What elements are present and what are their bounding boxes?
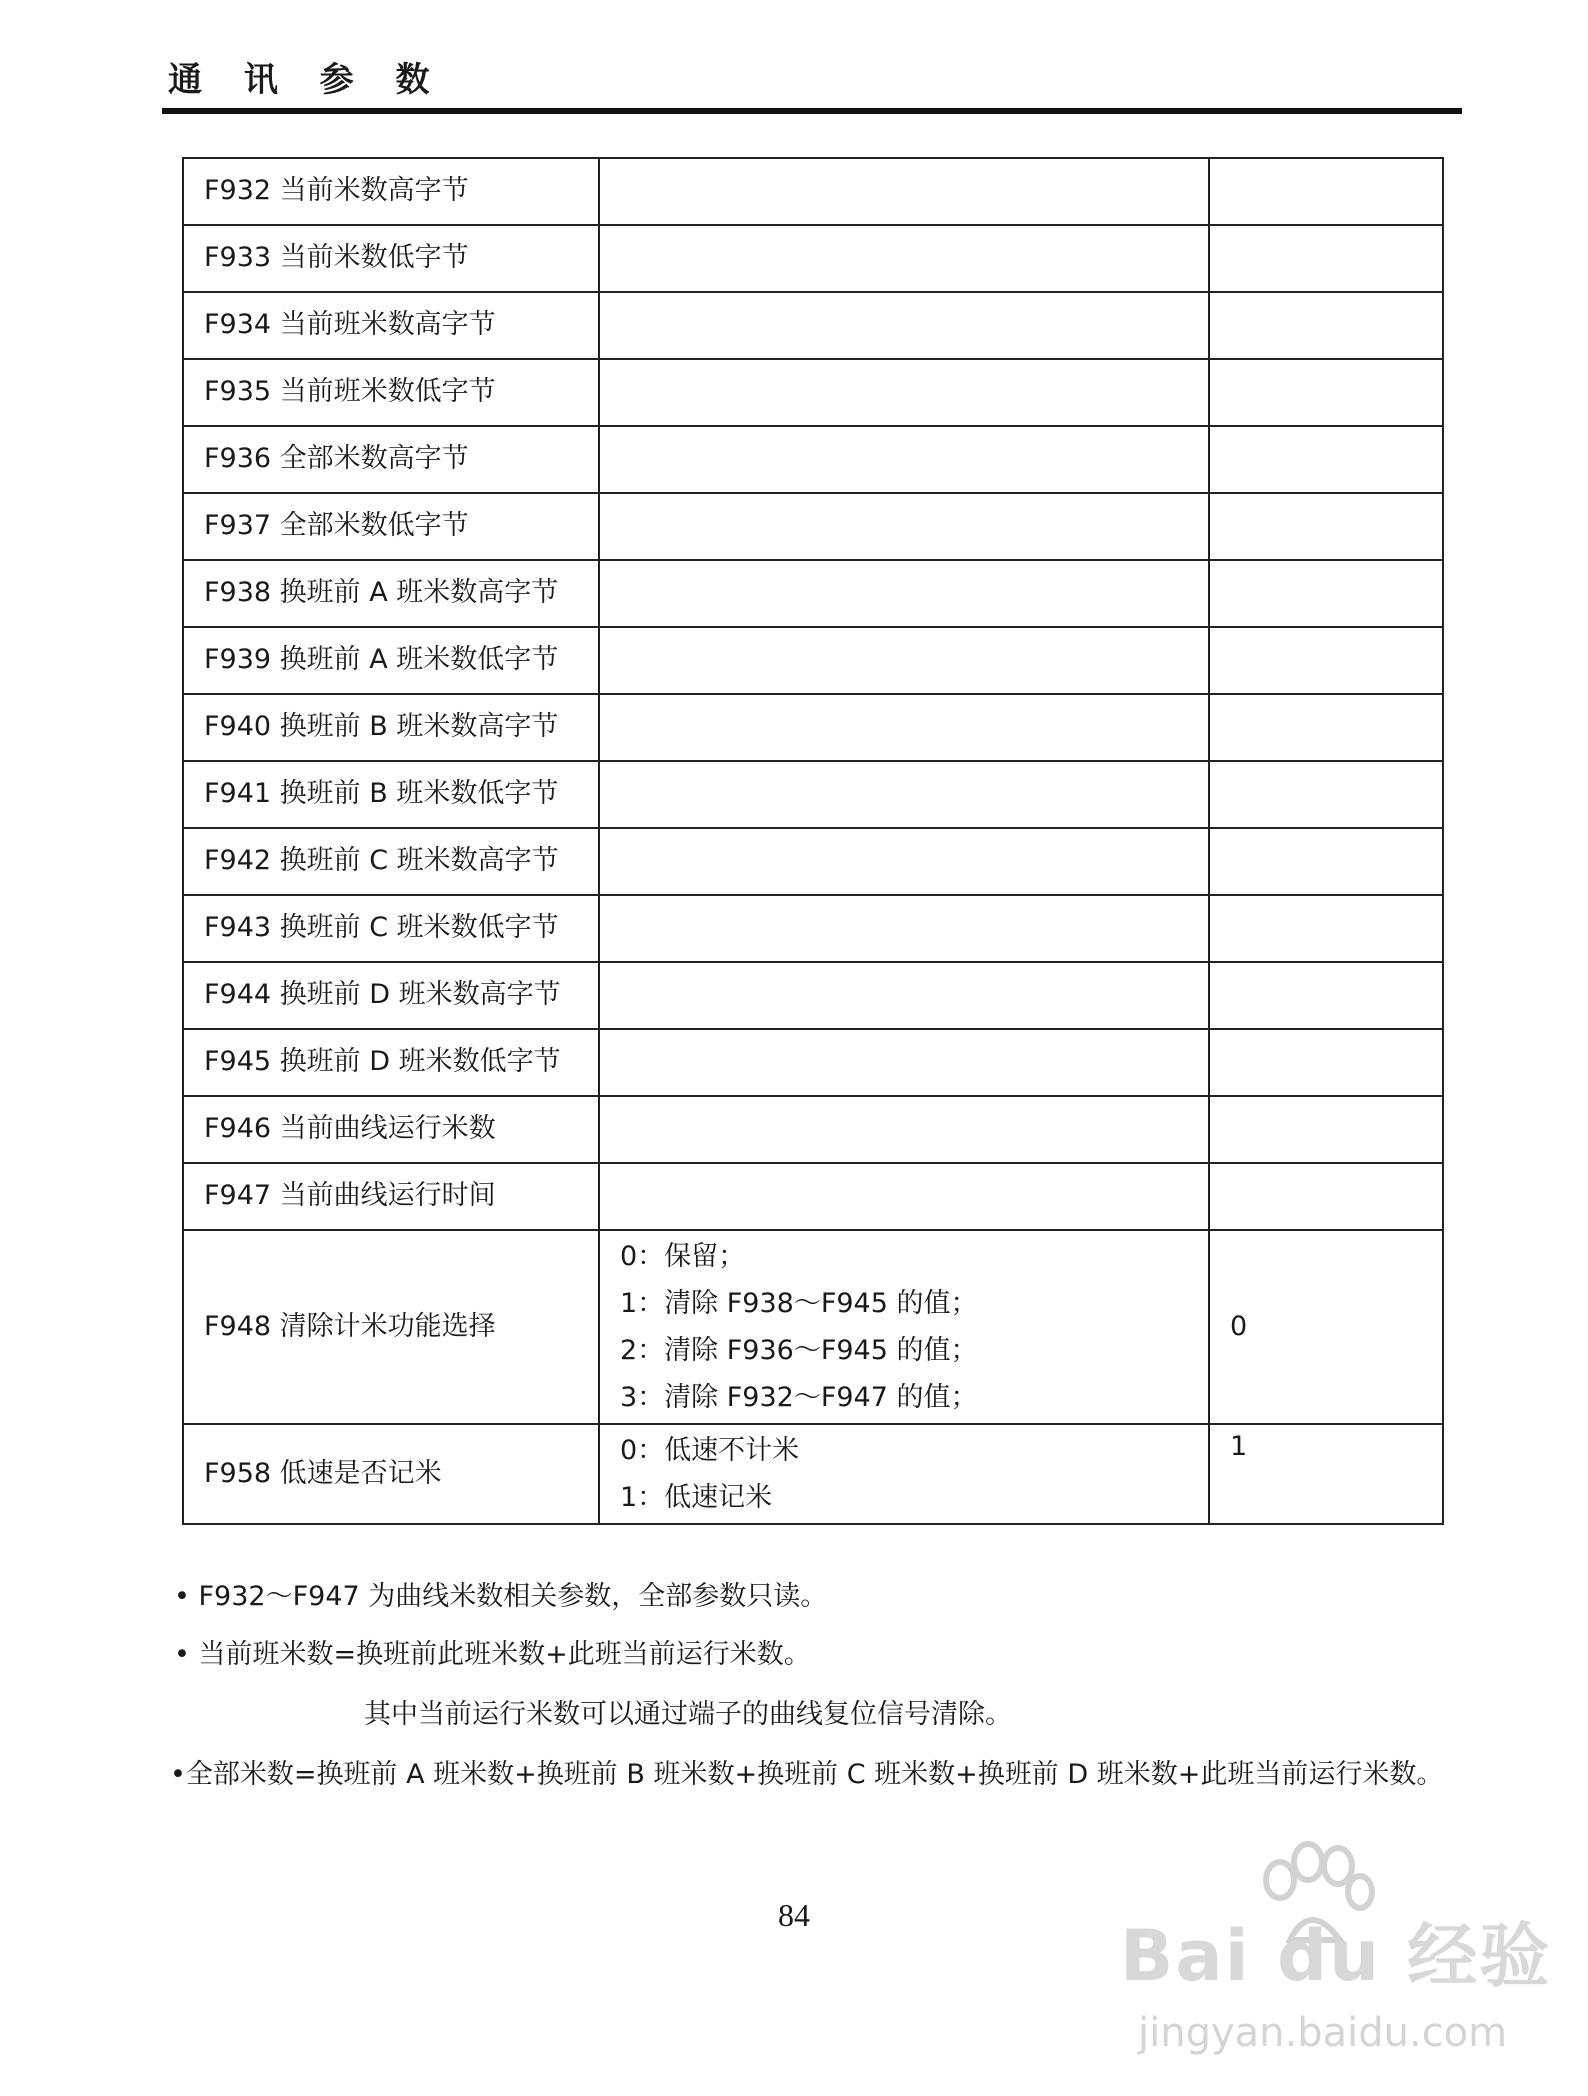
table-row — [183, 694, 1443, 761]
param-options-cell — [599, 1230, 1209, 1424]
param-default-cell — [1209, 1096, 1443, 1163]
param-name-cell: F934 当前班米数高字节 — [183, 292, 599, 359]
param-name-cell: F948 清除计米功能选择 — [183, 1230, 599, 1424]
param-options-cell — [599, 1424, 1209, 1524]
param-options-cell — [599, 962, 1209, 1029]
param-options-cell — [599, 493, 1209, 560]
table-row — [183, 1230, 1443, 1424]
table-row — [183, 1424, 1443, 1524]
table-row — [183, 426, 1443, 493]
param-name-cell: F944 换班前 D 班米数高字节 — [183, 962, 599, 1029]
table-row — [183, 962, 1443, 1029]
table-row — [183, 359, 1443, 426]
param-name-cell: F932 当前米数高字节 — [183, 158, 599, 225]
param-options-cell — [599, 895, 1209, 962]
param-default-cell — [1209, 158, 1443, 225]
param-option: 0：低速不计米 — [620, 1435, 800, 1466]
param-default-cell — [1209, 1163, 1443, 1230]
watermark-logo-text: Bai du 经验 — [1120, 1915, 1552, 1997]
param-options-cell — [599, 158, 1209, 225]
param-name-cell: F943 换班前 C 班米数低字节 — [183, 895, 599, 962]
param-name-cell: F936 全部米数高字节 — [183, 426, 599, 493]
note-total-meters: •全部米数=换班前 A 班米数+换班前 B 班米数+换班前 C 班米数+换班前 D 班米数+此班当前运行米数。 — [170, 1759, 1444, 1790]
param-name-cell: F935 当前班米数低字节 — [183, 359, 599, 426]
param-name-cell: F933 当前米数低字节 — [183, 225, 599, 292]
param-options-cell — [599, 1096, 1209, 1163]
param-name-cell: F939 换班前 A 班米数低字节 — [183, 627, 599, 694]
header-divider — [162, 108, 1462, 114]
param-name-cell: F947 当前曲线运行时间 — [183, 1163, 599, 1230]
param-default-cell — [1209, 962, 1443, 1029]
table-row — [183, 828, 1443, 895]
table-row — [183, 560, 1443, 627]
param-default-cell — [1209, 895, 1443, 962]
param-options-cell — [599, 627, 1209, 694]
param-option: 2：清除 F936～F945 的值； — [620, 1335, 978, 1366]
param-name-cell: F937 全部米数低字节 — [183, 493, 599, 560]
param-option: 3：清除 F932～F947 的值； — [620, 1382, 978, 1413]
param-options-cell — [599, 560, 1209, 627]
param-options-cell — [599, 292, 1209, 359]
param-name-cell: F940 换班前 B 班米数高字节 — [183, 694, 599, 761]
table-row — [183, 627, 1443, 694]
table-row — [183, 761, 1443, 828]
param-name-cell: F958 低速是否记米 — [183, 1424, 599, 1524]
param-name-cell: F942 换班前 C 班米数高字节 — [183, 828, 599, 895]
table-row — [183, 493, 1443, 560]
param-default-cell: 0 — [1209, 1230, 1443, 1424]
param-default-cell — [1209, 225, 1443, 292]
param-default-cell — [1209, 1029, 1443, 1096]
param-options-cell — [599, 761, 1209, 828]
param-default-cell — [1209, 493, 1443, 560]
page-header-title: 通 讯 参 数 — [168, 60, 445, 100]
param-name-cell: F946 当前曲线运行米数 — [183, 1096, 599, 1163]
watermark-url: jingyan.baidu.com — [1138, 2010, 1508, 2056]
param-option: 1：清除 F938～F945 的值； — [620, 1288, 978, 1319]
param-name-cell: F941 换班前 B 班米数低字节 — [183, 761, 599, 828]
param-default-cell — [1209, 292, 1443, 359]
note-reset-signal: 其中当前运行米数可以通过端子的曲线复位信号清除。 — [364, 1699, 1012, 1730]
param-option: 1：低速记米 — [620, 1482, 773, 1513]
param-options-cell — [599, 1029, 1209, 1096]
table-row — [183, 1029, 1443, 1096]
note-readonly: • F932～F947 为曲线米数相关参数，全部参数只读。 — [174, 1581, 828, 1612]
param-default-cell — [1209, 761, 1443, 828]
table-row — [183, 292, 1443, 359]
table-row — [183, 158, 1443, 225]
table-row — [183, 895, 1443, 962]
parameter-table-body — [183, 158, 1443, 1524]
note-shift-meters: • 当前班米数=换班前此班米数+此班当前运行米数。 — [174, 1639, 811, 1670]
param-default-cell — [1209, 694, 1443, 761]
param-default-cell — [1209, 828, 1443, 895]
param-default-cell — [1209, 627, 1443, 694]
param-options-cell — [599, 828, 1209, 895]
param-default-cell — [1209, 426, 1443, 493]
param-options-cell — [599, 225, 1209, 292]
param-options-cell — [599, 359, 1209, 426]
baidu-watermark — [1120, 1840, 1580, 2090]
parameter-table — [182, 157, 1444, 1525]
page-number: 84 — [778, 1897, 810, 1933]
param-default-cell: 1 — [1209, 1424, 1443, 1524]
param-options-cell — [599, 694, 1209, 761]
param-default-cell — [1209, 359, 1443, 426]
table-row — [183, 1096, 1443, 1163]
param-options-cell — [599, 1163, 1209, 1230]
param-name-cell: F945 换班前 D 班米数低字节 — [183, 1029, 599, 1096]
table-row — [183, 225, 1443, 292]
param-default-cell — [1209, 560, 1443, 627]
table-row — [183, 1163, 1443, 1230]
param-option: 0：保留； — [620, 1241, 746, 1272]
param-options-cell — [599, 426, 1209, 493]
param-name-cell: F938 换班前 A 班米数高字节 — [183, 560, 599, 627]
